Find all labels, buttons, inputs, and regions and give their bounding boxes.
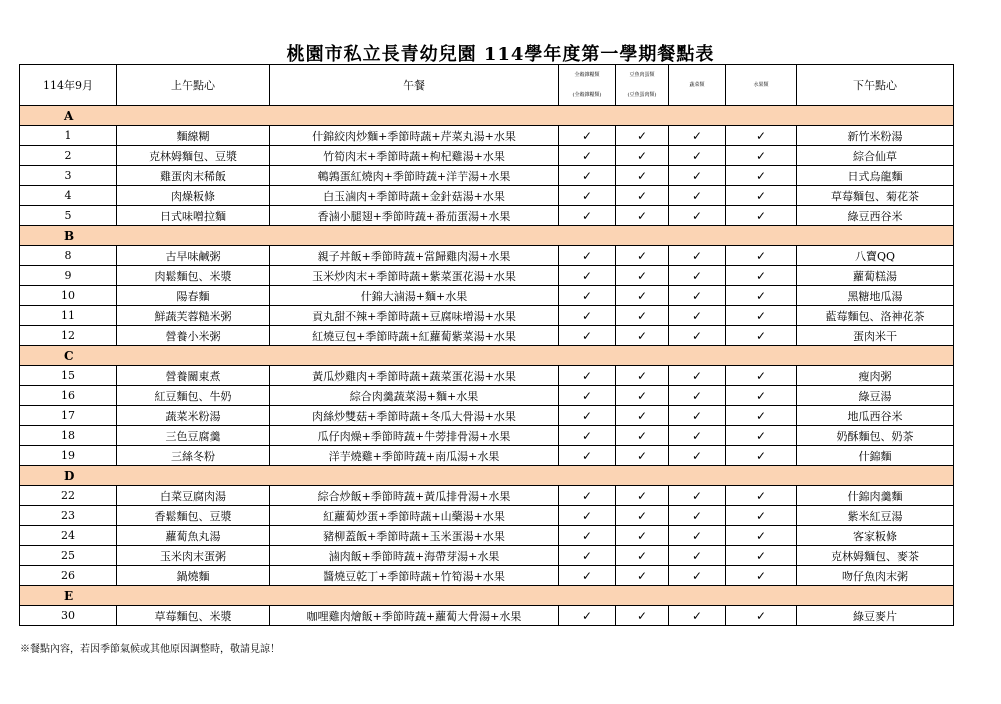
check-mark-grains: ✓ [559,566,616,586]
morning-snack: 鮮蔬芙蓉糙米粥 [117,306,270,326]
table-row [20,206,954,226]
check-mark-fruits: ✓ [726,266,797,286]
lunch: 綜合炒飯+季節時蔬+黃瓜排骨湯+水果 [270,486,559,506]
afternoon-snack: 地瓜西谷米 [797,406,954,426]
day-number: 17 [20,406,117,426]
check-mark-vegetables: ✓ [669,446,726,466]
check-mark-protein: ✓ [616,126,669,146]
morning-snack: 三色豆腐羹 [117,426,270,446]
lunch: 香滷小腿翅+季節時蔬+番茄蛋湯+水果 [270,206,559,226]
morning-snack: 香鬆麵包、豆漿 [117,506,270,526]
check-mark-vegetables: ✓ [669,126,726,146]
check-mark-protein: ✓ [616,566,669,586]
check-mark-fruits: ✓ [726,286,797,306]
lunch: 什錦大滷湯+麵+水果 [270,286,559,306]
table-row [20,386,954,406]
header-afternoon-snack: 下午點心 [797,65,954,106]
lunch: 紅蘿蔔炒蛋+季節時蔬+山藥湯+水果 [270,506,559,526]
afternoon-snack: 日式烏龍麵 [797,166,954,186]
check-mark-grains: ✓ [559,406,616,426]
morning-snack: 營養關東煮 [117,366,270,386]
week-row [20,346,954,366]
check-mark-vegetables: ✓ [669,546,726,566]
afternoon-snack: 藍莓麵包、洛神花茶 [797,306,954,326]
check-mark-fruits: ✓ [726,306,797,326]
day-number: 25 [20,546,117,566]
table-row [20,146,954,166]
afternoon-snack: 紫米紅豆湯 [797,506,954,526]
header-month: 114年9月 [20,65,117,106]
check-mark-protein: ✓ [616,186,669,206]
morning-snack: 雞蛋肉末稀飯 [117,166,270,186]
afternoon-snack: 綠豆麥片 [797,606,954,626]
check-mark-vegetables: ✓ [669,526,726,546]
day-number: 12 [20,326,117,346]
morning-snack: 克林姆麵包、豆漿 [117,146,270,166]
check-mark-vegetables: ✓ [669,566,726,586]
check-mark-grains: ✓ [559,266,616,286]
morning-snack: 日式味噌拉麵 [117,206,270,226]
table-row [20,166,954,186]
week-label: D [20,466,954,486]
table-row [20,506,954,526]
check-mark-protein: ✓ [616,546,669,566]
check-mark-protein: ✓ [616,406,669,426]
check-mark-protein: ✓ [616,366,669,386]
check-mark-protein: ✓ [616,266,669,286]
day-number: 26 [20,566,117,586]
header-protein-line2: (豆魚蛋肉類) [627,92,657,98]
check-mark-protein: ✓ [616,506,669,526]
header-row [20,65,954,106]
afternoon-snack: 黑糖地瓜湯 [797,286,954,306]
check-mark-grains: ✓ [559,546,616,566]
header-morning-snack: 上午點心 [117,65,270,106]
check-mark-grains: ✓ [559,386,616,406]
check-mark-protein: ✓ [616,286,669,306]
week-row [20,466,954,486]
week-row [20,106,954,126]
day-number: 18 [20,426,117,446]
check-mark-fruits: ✓ [726,526,797,546]
afternoon-snack: 什錦麵 [797,446,954,466]
lunch: 洋芋燒雞+季節時蔬+南瓜湯+水果 [270,446,559,466]
day-number: 10 [20,286,117,306]
check-mark-vegetables: ✓ [669,386,726,406]
day-number: 3 [20,166,117,186]
afternoon-snack: 蘿蔔糕湯 [797,266,954,286]
table-row [20,546,954,566]
check-mark-vegetables: ✓ [669,326,726,346]
afternoon-snack: 新竹米粉湯 [797,126,954,146]
table-row [20,566,954,586]
check-mark-protein: ✓ [616,526,669,546]
morning-snack: 蘿蔔魚丸湯 [117,526,270,546]
check-mark-fruits: ✓ [726,546,797,566]
afternoon-snack: 瘦肉粥 [797,366,954,386]
check-mark-vegetables: ✓ [669,306,726,326]
week-label: A [20,106,954,126]
afternoon-snack: 草莓麵包、菊花茶 [797,186,954,206]
check-mark-protein: ✓ [616,206,669,226]
check-mark-vegetables: ✓ [669,406,726,426]
day-number: 11 [20,306,117,326]
lunch: 白玉滷肉+季節時蔬+金針菇湯+水果 [270,186,559,206]
check-mark-fruits: ✓ [726,246,797,266]
morning-snack: 白菜豆腐肉湯 [117,486,270,506]
check-mark-fruits: ✓ [726,126,797,146]
check-mark-fruits: ✓ [726,186,797,206]
check-mark-fruits: ✓ [726,566,797,586]
table-row [20,326,954,346]
meal-schedule-table [19,64,954,626]
afternoon-snack: 吻仔魚肉末粥 [797,566,954,586]
check-mark-vegetables: ✓ [669,186,726,206]
afternoon-snack: 八寶QQ [797,246,954,266]
check-mark-fruits: ✓ [726,326,797,346]
check-mark-protein: ✓ [616,246,669,266]
header-protein-line1: 豆魚肉蛋類 [629,72,655,78]
header-grains [559,65,616,106]
afternoon-snack: 綠豆西谷米 [797,206,954,226]
day-number: 8 [20,246,117,266]
check-mark-protein: ✓ [616,606,669,626]
week-label: B [20,226,954,246]
footnote: ※餐點內容，若因季節氣候或其他原因調整時，敬請見諒！ [20,644,280,655]
lunch: 黃瓜炒雞肉+季節時蔬+蔬菜蛋花湯+水果 [270,366,559,386]
check-mark-fruits: ✓ [726,166,797,186]
lunch: 紅燒豆包+季節時蔬+紅蘿蔔紫菜湯+水果 [270,326,559,346]
week-row [20,226,954,246]
check-mark-grains: ✓ [559,306,616,326]
check-mark-grains: ✓ [559,426,616,446]
check-mark-protein: ✓ [616,326,669,346]
day-number: 4 [20,186,117,206]
check-mark-fruits: ✓ [726,426,797,446]
check-mark-vegetables: ✓ [669,166,726,186]
lunch: 貢丸甜不辣+季節時蔬+豆腐味增湯+水果 [270,306,559,326]
morning-snack: 蔬菜米粉湯 [117,406,270,426]
check-mark-vegetables: ✓ [669,206,726,226]
check-mark-protein: ✓ [616,446,669,466]
day-number: 19 [20,446,117,466]
check-mark-fruits: ✓ [726,206,797,226]
header-protein [616,65,669,106]
page-title: 桃園市私立長青幼兒園 114學年度第一學期餐點表 [286,44,715,65]
lunch: 豬柳蓋飯+季節時蔬+玉米蛋湯+水果 [270,526,559,546]
morning-snack: 肉鬆麵包、米漿 [117,266,270,286]
check-mark-fruits: ✓ [726,486,797,506]
check-mark-grains: ✓ [559,606,616,626]
header-grains-line1: 全穀雜糧類 [574,72,600,78]
table-row [20,266,954,286]
menu-body [20,106,954,626]
check-mark-fruits: ✓ [726,506,797,526]
afternoon-snack: 奶酥麵包、奶茶 [797,426,954,446]
table-row [20,486,954,506]
check-mark-grains: ✓ [559,326,616,346]
check-mark-fruits: ✓ [726,146,797,166]
morning-snack: 草莓麵包、米漿 [117,606,270,626]
table-row [20,306,954,326]
table-row [20,526,954,546]
week-row [20,586,954,606]
check-mark-fruits: ✓ [726,406,797,426]
morning-snack: 營養小米粥 [117,326,270,346]
check-mark-grains: ✓ [559,526,616,546]
check-mark-vegetables: ✓ [669,506,726,526]
table-row [20,446,954,466]
check-mark-protein: ✓ [616,146,669,166]
table-row [20,246,954,266]
afternoon-snack: 蛋肉米干 [797,326,954,346]
lunch: 什錦絞肉炒麵+季節時蔬+芹菜丸湯+水果 [270,126,559,146]
check-mark-fruits: ✓ [726,386,797,406]
table-row [20,606,954,626]
afternoon-snack: 綠豆湯 [797,386,954,406]
table-row [20,126,954,146]
check-mark-fruits: ✓ [726,446,797,466]
lunch: 滷肉飯+季節時蔬+海帶芽湯+水果 [270,546,559,566]
header-lunch: 午餐 [270,65,559,106]
check-mark-grains: ✓ [559,486,616,506]
check-mark-vegetables: ✓ [669,146,726,166]
check-mark-grains: ✓ [559,366,616,386]
check-mark-protein: ✓ [616,386,669,406]
morning-snack: 肉燥粄條 [117,186,270,206]
check-mark-grains: ✓ [559,246,616,266]
check-mark-vegetables: ✓ [669,486,726,506]
morning-snack: 麵線糊 [117,126,270,146]
lunch: 肉絲炒雙菇+季節時蔬+冬瓜大骨湯+水果 [270,406,559,426]
table-row [20,406,954,426]
check-mark-protein: ✓ [616,306,669,326]
check-mark-fruits: ✓ [726,366,797,386]
lunch: 親子丼飯+季節時蔬+當歸雞肉湯+水果 [270,246,559,266]
day-number: 30 [20,606,117,626]
lunch: 咖哩雞肉燴飯+季節時蔬+蘿蔔大骨湯+水果 [270,606,559,626]
header-vegetables: 蔬菜類 [669,65,726,106]
day-number: 2 [20,146,117,166]
morning-snack: 古早味鹹粥 [117,246,270,266]
day-number: 15 [20,366,117,386]
day-number: 24 [20,526,117,546]
table-row [20,286,954,306]
check-mark-grains: ✓ [559,146,616,166]
morning-snack: 三絲冬粉 [117,446,270,466]
check-mark-vegetables: ✓ [669,426,726,446]
check-mark-grains: ✓ [559,506,616,526]
lunch: 醬燒豆乾丁+季節時蔬+竹筍湯+水果 [270,566,559,586]
afternoon-snack: 客家粄條 [797,526,954,546]
table-row [20,426,954,446]
check-mark-fruits: ✓ [726,606,797,626]
check-mark-protein: ✓ [616,426,669,446]
week-label: E [20,586,954,606]
day-number: 9 [20,266,117,286]
check-mark-grains: ✓ [559,126,616,146]
day-number: 5 [20,206,117,226]
check-mark-grains: ✓ [559,446,616,466]
check-mark-vegetables: ✓ [669,366,726,386]
table-row [20,366,954,386]
table-row [20,186,954,206]
check-mark-grains: ✓ [559,186,616,206]
header-fruits: 水果類 [726,65,797,106]
header-grains-line2: (全穀雜糧類) [572,92,602,98]
day-number: 23 [20,506,117,526]
day-number: 22 [20,486,117,506]
morning-snack: 鍋燒麵 [117,566,270,586]
check-mark-vegetables: ✓ [669,266,726,286]
lunch: 瓜仔肉燥+季節時蔬+牛蒡排骨湯+水果 [270,426,559,446]
morning-snack: 紅豆麵包、牛奶 [117,386,270,406]
lunch: 鵪鶉蛋紅燒肉+季節時蔬+洋芋湯+水果 [270,166,559,186]
check-mark-grains: ✓ [559,206,616,226]
week-label: C [20,346,954,366]
morning-snack: 陽春麵 [117,286,270,306]
lunch: 玉米炒肉末+季節時蔬+紫菜蛋花湯+水果 [270,266,559,286]
lunch: 綜合肉羹蔬菜湯+麵+水果 [270,386,559,406]
lunch: 竹筍肉末+季節時蔬+枸杞雞湯+水果 [270,146,559,166]
day-number: 1 [20,126,117,146]
check-mark-protein: ✓ [616,486,669,506]
check-mark-vegetables: ✓ [669,606,726,626]
afternoon-snack: 什錦肉羹麵 [797,486,954,506]
day-number: 16 [20,386,117,406]
check-mark-vegetables: ✓ [669,286,726,306]
check-mark-vegetables: ✓ [669,246,726,266]
check-mark-protein: ✓ [616,166,669,186]
check-mark-grains: ✓ [559,286,616,306]
afternoon-snack: 綜合仙草 [797,146,954,166]
afternoon-snack: 克林姆麵包、麥茶 [797,546,954,566]
morning-snack: 玉米肉末蛋粥 [117,546,270,566]
check-mark-grains: ✓ [559,166,616,186]
